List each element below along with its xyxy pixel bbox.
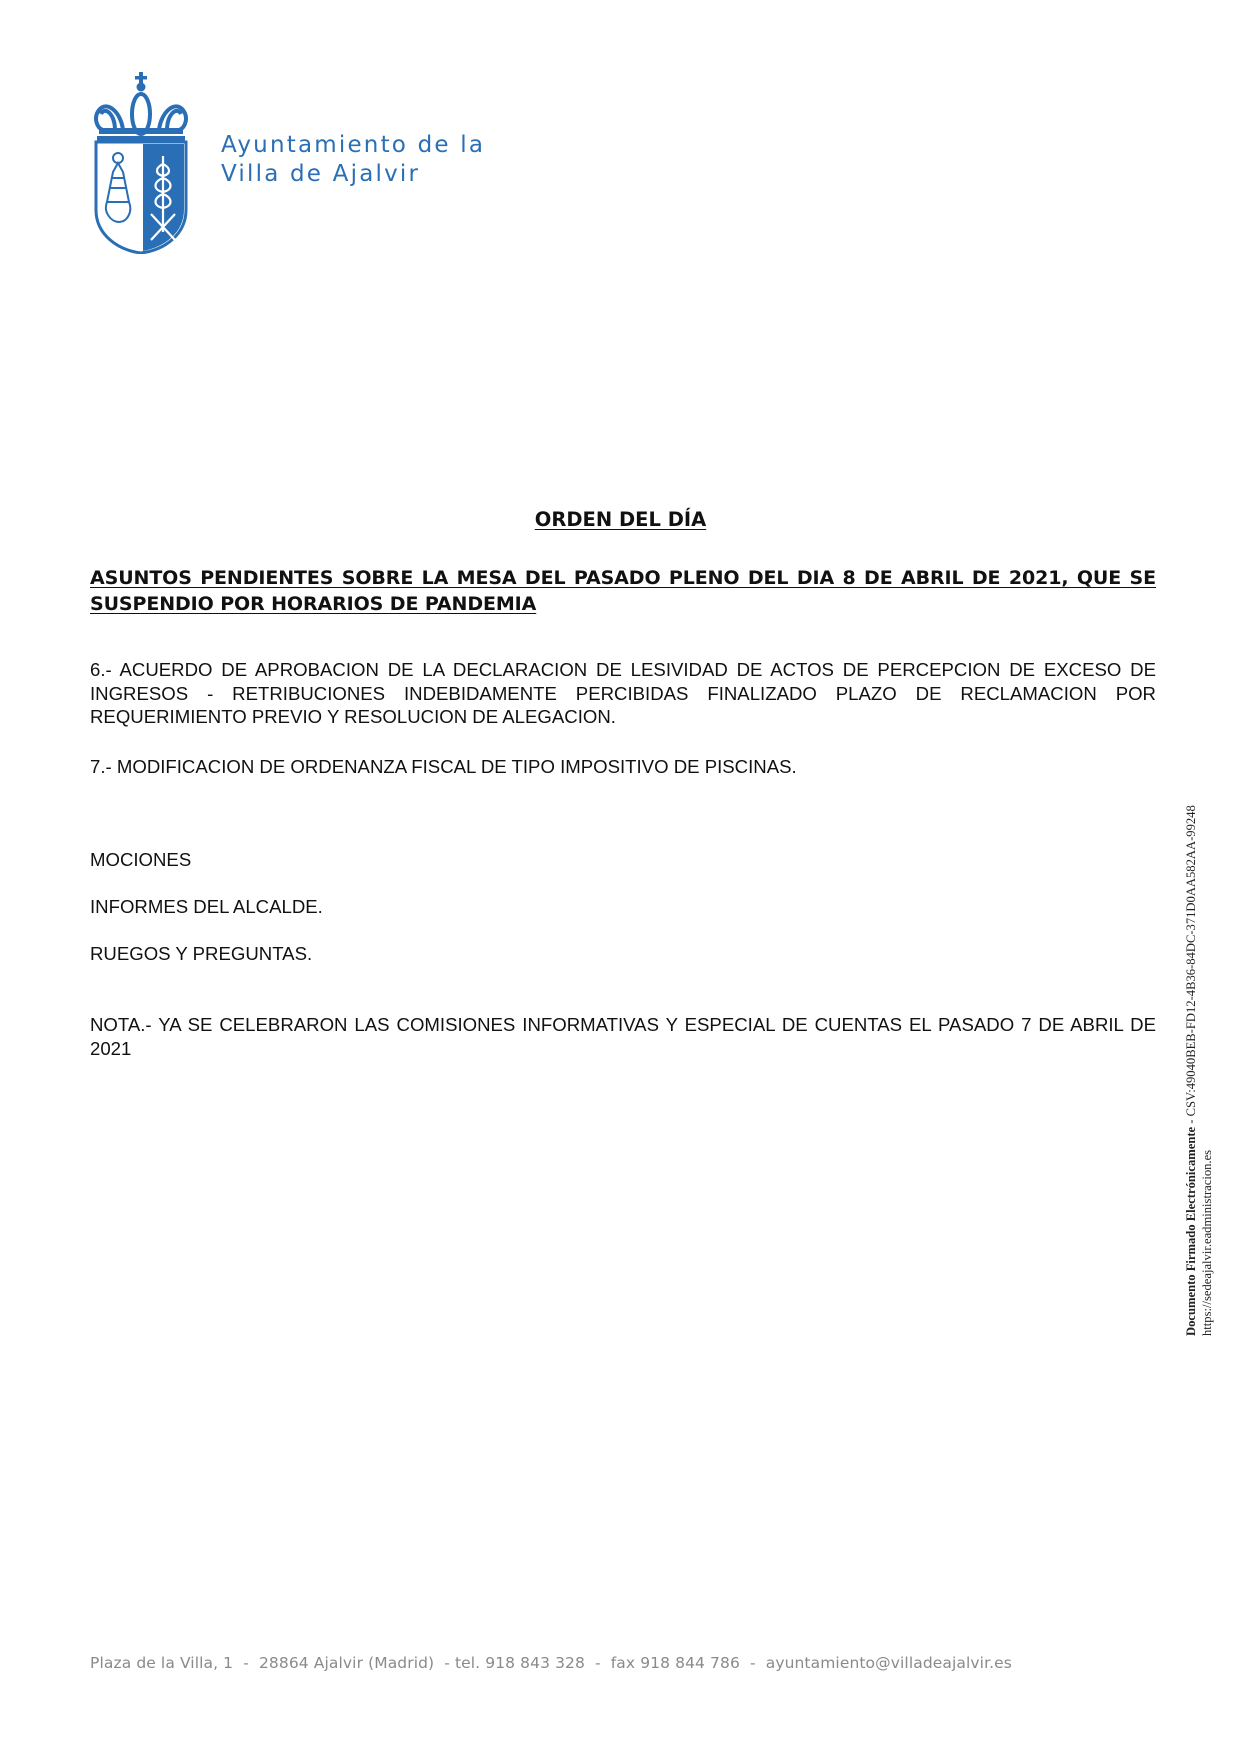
signature-label: Documento Firmado Electrónicamente <box>1184 1126 1198 1336</box>
agenda-mociones: MOCIONES <box>90 849 192 870</box>
agenda-item-6: 6.- ACUERDO DE APROBACION DE LA DECLARACION DE LESIVIDAD DE ACTOS DE PERCEPCION DE EXCESO DE INGRESOS - RETRIBUCIONES INDEBIDAMENTE PERCIBIDAS FINALIZADO PLAZO DE RECLAMACION POR REQUERIMIENTO PREVIO Y RESOLUCION DE ALEGACION. <box>90 659 1156 727</box>
signature-csv: - CSV:49040BEB-FD12-4B36-84DC-371D0AA582AA-99248 <box>1184 805 1198 1127</box>
agenda-informes: INFORMES DEL ALCALDE. <box>90 896 323 917</box>
page-footer <box>90 1654 1012 1672</box>
document-subtitle: ASUNTOS PENDIENTES SOBRE LA MESA DEL PASADO PLENO DEL DIA 8 DE ABRIL DE 2021, QUE SE SUSPENDIO POR HORARIOS DE PANDEMIA <box>90 567 1156 615</box>
agenda-item-7: 7.- MODIFICACION DE ORDENANZA FISCAL DE TIPO IMPOSITIVO DE PISCINAS. <box>90 756 797 777</box>
organization-name-line1: Ayuntamiento de la <box>221 132 486 158</box>
organization-name-line2: Villa de Ajalvir <box>221 161 421 187</box>
footer-contact: Plaza de la Villa, 1 - 28864 Ajalvir (Madrid) - tel. 918 843 328 - fax 918 844 786 - ayuntamiento@villadeajalvir.es <box>90 1654 1012 1672</box>
document-title: ORDEN DEL DÍA <box>534 508 707 531</box>
agenda-nota: NOTA.- YA SE CELEBRARON LAS COMISIONES INFORMATIVAS Y ESPECIAL DE CUENTAS EL PASADO 7 DE ABRIL DE 2021 <box>90 1014 1156 1059</box>
electronic-signature-stamp <box>1183 716 1215 1336</box>
coat-of-arms-icon <box>93 72 189 254</box>
agenda-ruegos: RUEGOS Y PREGUNTAS. <box>90 943 313 964</box>
organization-name <box>221 131 485 189</box>
signature-url: https://sedeajalvir.eadministracion.es <box>1200 1149 1214 1336</box>
